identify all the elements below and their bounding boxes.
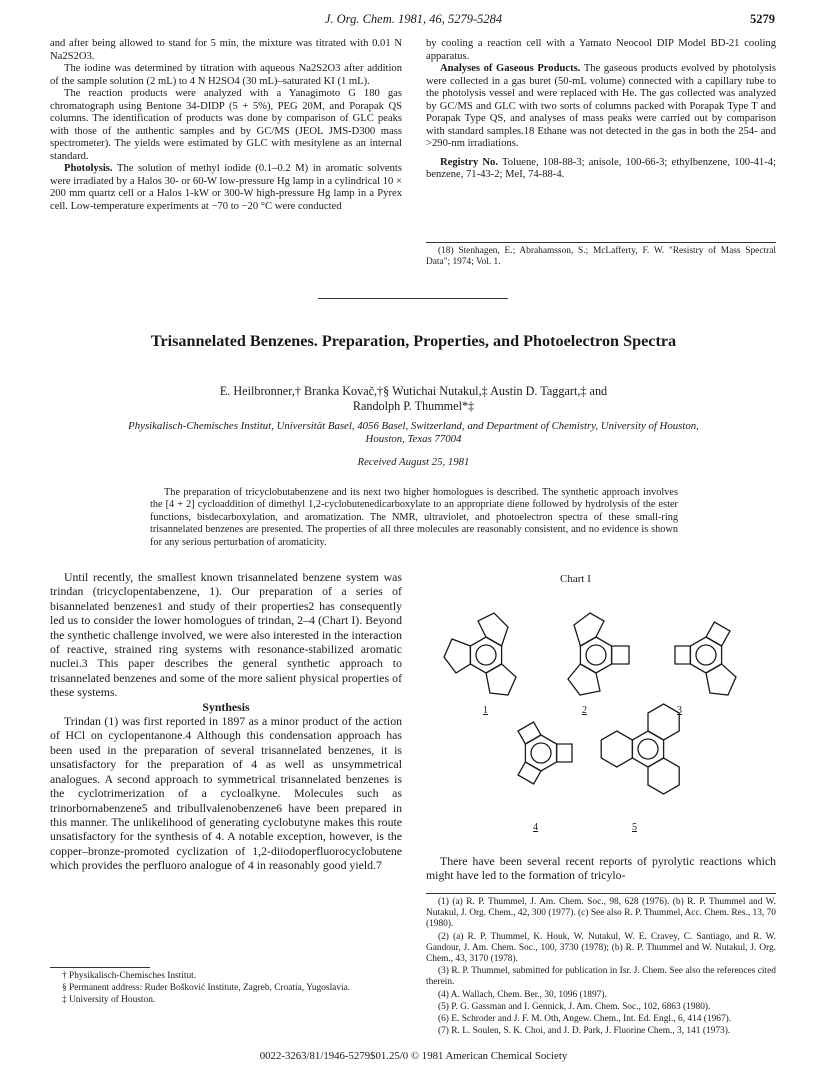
reference-1: (1) (a) R. P. Thummel, J. Am. Chem. Soc., 98, 628 (1976). (b) R. P. Thummel and W. Nutakul, J. Org. Chem., 42, 300 (1977). (c) See also R. P. Thummel, Acc. Chem. Res., 13, 70 (1980).	[426, 897, 776, 930]
synthesis-heading: Synthesis	[202, 699, 250, 714]
gas-heading: Analyses of Gaseous Products.	[440, 63, 581, 74]
gas-text: The gaseous products evolved by photolysis were collected in a gas buret (50-mL volume) connected with a capillary tube to the photolysis vessel and were replaced with He. The gas collected was analyzed by GC/MS and GLC with two sorts of columns packed with Porapak Type T and Porapak Type QS, and analyses of mass peaks were carried out by comparison with standard samples.18 Ethane was not detected in the gas in both the 254- and >290-nm irradiations.	[426, 63, 776, 149]
compound-label-1: 1	[483, 705, 488, 716]
authors-line-2: Randolph P. Thummel*‡	[352, 399, 475, 413]
compound-label-4: 4	[533, 822, 538, 833]
reference-6: (6) E. Schroder and J. F. M. Oth, Angew. Chem., Int. Ed. Engl., 6, 414 (1967).	[438, 1014, 732, 1025]
registry-heading: Registry No.	[440, 156, 499, 168]
authors	[100, 384, 727, 414]
prev-article-right-column	[426, 38, 776, 182]
reference-7: (7) R. L. Soulen, S. K. Choi, and J. D. Park, J. Fluorine Chem., 3, 141 (1973).	[438, 1026, 731, 1037]
compound-label-2: 2	[582, 705, 587, 716]
page-number: 5279	[750, 12, 775, 26]
registry-text: Toluene, 108-88-3; anisole, 100-66-3; ethylbenzene, 100-41-4; benzene, 71-43-2; MeI, 74-88-4.	[426, 156, 776, 180]
photolysis-text: The solution of methyl iodide (0.1–0.2 M) in aromatic solvents were irradiated by a Halos 30- or 60-W low-pressure Hg lamp in a cylindrical 10 × 200 mm quartz cell or a Halos 1-kW or 300-W high-pressure Hg lamp in a Pyrex cell. Low-temperature experiments at −70 to −20 °C were conducted	[50, 163, 402, 212]
affiliation: Physikalisch-Chemisches Institut, Universität Basel, 4056 Basel, Switzerland, and Department of Chemistry, University of Houston, Houston, Texas 77004	[128, 420, 699, 445]
article-title: Trisannelated Benzenes. Preparation, Properties, and Photoelectron Spectra	[150, 332, 677, 350]
reference-5: (5) P. G. Gassman and I. Gennick, J. Am. Chem. Soc., 102, 6863 (1980).	[438, 1001, 711, 1012]
registry-paragraph	[426, 157, 776, 182]
prev-paragraph: The iodine was determined by titration with aqueous Na2S2O3 after addition of the sample solution (2 mL) to 4 N H2SO4 (30 mL)–saturated KI (1 mL).	[50, 63, 402, 87]
photolysis-paragraph	[50, 163, 402, 213]
left-footnote-rule	[50, 967, 150, 968]
chart-label: Chart I	[560, 573, 591, 585]
structure-4	[518, 722, 572, 784]
right-footnote-rule	[426, 893, 776, 894]
prev-paragraph: The reaction products were analyzed with a Yanagimoto G 180 gas chromatograph using Bentone 34-DIDP (5 + 5%), PEG 20M, and Porapak QS columns. The identification of products was done by comparison of GLC peaks with those of the authentic samples and by GC/MS (JEOL JMS-D300 mass spectrometer). The yields were estimated by GLC with mesitylene as an internal standard.	[50, 88, 402, 162]
chart-structures	[426, 585, 778, 845]
footnote-18: (18) Stenhagen, E.; Abrahamsson, S.; McLafferty, F. W. "Resistry of Mass Spectral Data"; 1974; Vol. 1.	[426, 246, 776, 268]
intro-paragraph: Until recently, the smallest known trisannelated benzene system was trindan (tricyclopentabenzene, 1). Our preparation of a series of bisannelated benzenes1 and study of their properties2 has consequently led us to consider the lower homologues of trindan, 2–4 (Chart I). Beyond the synthetic challenge involved, we were also interested in the interaction of reactive, strained ring systems with resonance-stabilized aromatic nuclei.3 This paper describes the general synthetic approach to trisannelated benzenes and some of the more salient physical properties of these systems.	[50, 570, 402, 700]
reference-2: (2) (a) R. P. Thummel, K. Houk, W. Nutakul, W. E. Cravey, C. Santiago, and R. W. Gandour, J. Am. Chem. Soc., 100, 3730 (1978); (b) R. P. Thummel and W. Nutakul, J. Org. Chem., 43, 3170 (1978).	[426, 931, 776, 965]
compound-label-3: 3	[677, 705, 682, 716]
synthesis-paragraph: Trindan (1) was first reported in 1897 as a minor product of the action of HCl on cyclopentanone.4 Although this condensation approach has been used in the preparation of several trisannelated benzenes, it is unsatisfactory for the preparation of 4 as well as unsymmetrical analogues. A second approach to symmetrical trisannelated benzenes is the cyclotrimerization of a cycloalkyne. Molecules such as trinorbornabenzene5 and tribullvalenobenzene6 have been prepared in this manner. The unlikelihood of generating cyclobutyne makes this route unsatisfactory for the synthesis of 4. A notable exception, however, is the copper–bronze-promoted cyclization of 1,2-diiodoperfluorocyclobutene which provides the perfluoro analogue of 4 in reasonably good yield.7	[50, 714, 402, 873]
footnote-dagger: † Physikalisch-Chemisches Institut.	[62, 971, 197, 981]
pyrolysis-paragraph: There have been several recent reports of pyrolytic reactions which might have led to the formation of tricylo-	[426, 854, 776, 883]
prev-article-left-column	[50, 38, 402, 213]
copyright-line: 0022-3263/81/1946-5279$01.25/0 © 1981 American Chemical Society	[259, 1050, 568, 1062]
compound-label-5: 5	[632, 822, 637, 833]
reference-footnotes	[426, 897, 776, 1038]
structure-3	[675, 622, 736, 695]
structure-5	[601, 704, 679, 794]
article-right-column	[426, 854, 776, 883]
article-separator	[318, 298, 508, 299]
affiliation-footnotes	[50, 971, 402, 1008]
photolysis-heading: Photolysis.	[64, 163, 113, 174]
prev-paragraph: by cooling a reaction cell with a Yamato Neocool DIP Model BD-21 cooling apparatus.	[426, 38, 776, 62]
authors-line-1: E. Heilbronner,† Branka Kovač,†§ Wutichai Nutakul,‡ Austin D. Taggart,‡ and	[219, 384, 608, 398]
reference-4: (4) A. Wallach, Chem. Ber., 30, 1096 (1897).	[438, 989, 607, 1000]
footnote-double-dagger: ‡ University of Houston.	[62, 995, 156, 1006]
reference-3: (3) R. P. Thummel, submitted for publication in Isr. J. Chem. See also the references cited therein.	[426, 966, 776, 988]
article-left-column	[50, 570, 402, 873]
journal-header: J. Org. Chem. 1981, 46, 5279-5284	[324, 12, 503, 26]
prev-paragraph: and after being allowed to stand for 5 min, the mixture was titrated with 0.01 N Na2S2O3.	[50, 38, 402, 62]
structure-2	[568, 613, 629, 695]
structure-1	[444, 613, 516, 695]
received-date: Received August 25, 1981	[357, 456, 470, 468]
gas-paragraph	[426, 63, 776, 151]
abstract: The preparation of tricyclobutabenzene and its next two higher homologues is described. The synthetic approach involves the [4 + 2] cycloaddition of dimethyl 1,2-cyclobutenedicarboxylate to an appropriate diene followed by hydrolysis of the ester functions, bisdecarboxylation, and aromatization. The NMR, ultraviolet, and photoelectron spectra of these small-ring trisannelated benzenes are presented. The properties of all three molecules are reasonably consistent, and no evidence is shown for any serious perturbation of aromaticity.	[150, 487, 678, 548]
footnote-section: § Permanent address: Ruder Bošković Institute, Zagreb, Croatia, Yugoslavia.	[62, 983, 351, 994]
footnote-rule	[426, 242, 776, 243]
